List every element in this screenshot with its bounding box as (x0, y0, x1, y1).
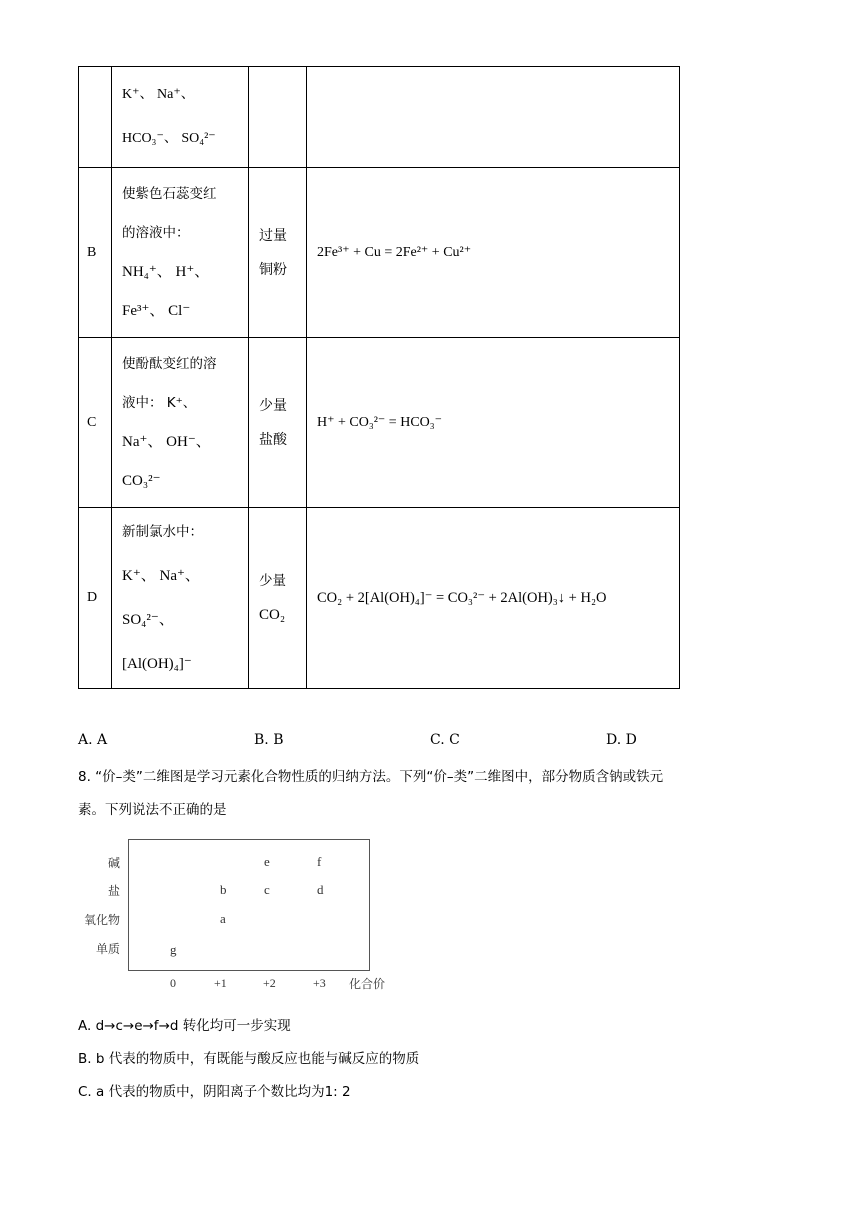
option-b: B. B (254, 732, 284, 748)
reagent-cell (249, 508, 307, 689)
row-letter: D (79, 508, 112, 689)
y-label-salt: 盐 (107, 884, 120, 898)
reagent-line: 铜粉 (259, 261, 287, 278)
condition-line: K⁺、 Na⁺、 (122, 568, 200, 584)
q7-table (78, 66, 680, 689)
row-letter (79, 67, 112, 168)
q8-option-c: C. a 代表的物质中，阴阳离子个数比均为1: 2 (78, 1084, 351, 1100)
option-d: D. D (606, 732, 637, 748)
reagent-cell (249, 168, 307, 338)
condition-line: K⁺、 Na⁺、 (122, 87, 195, 102)
option-a: A. A (78, 732, 108, 748)
reagent-cell (249, 67, 307, 168)
condition-line: HCO₃⁻、 SO₄²⁻ (122, 131, 216, 146)
condition-cell (112, 168, 249, 338)
condition-line: Fe³⁺、 Cl⁻ (122, 302, 191, 319)
q8-option-a: A. d→c→e→f→d 转化均可一步实现 (78, 1018, 291, 1034)
chart-frame (128, 839, 370, 971)
condition-cell (112, 508, 249, 689)
point-f: f (317, 854, 322, 869)
condition-cell (112, 338, 249, 508)
condition-line: 新制氯水中： (122, 524, 203, 540)
equation-cell: H⁺ + CO₃²⁻ = HCO₃⁻ (307, 338, 680, 508)
x-tick-plus2: +2 (263, 976, 276, 990)
point-a: a (220, 911, 226, 926)
reagent-line: 少量 (259, 397, 287, 414)
y-label-element: 单质 (95, 942, 120, 956)
point-c: c (264, 882, 270, 897)
reagent-line: 过量 (259, 227, 287, 244)
row-letter: C (79, 338, 112, 508)
reagent-cell (249, 338, 307, 508)
point-e: e (264, 854, 270, 869)
equation-cell: CO₂ + 2[Al(OH)₄]⁻ = CO₃²⁻ + 2Al(OH)₃↓ + H₂O (307, 508, 680, 689)
q8-stem-line2: 素。下列说法不正确的是 (78, 802, 227, 818)
reagent-line: CO₂ (259, 607, 286, 623)
x-tick-0: 0 (170, 976, 176, 990)
point-d: d (317, 882, 324, 897)
table-row (79, 168, 680, 338)
row-letter: B (79, 168, 112, 338)
x-tick-plus1: +1 (214, 976, 227, 990)
condition-line: CO₃²⁻ (122, 472, 161, 489)
table-row (79, 338, 680, 508)
table-row (79, 508, 680, 689)
equation-cell (307, 67, 680, 168)
condition-cell (112, 67, 249, 168)
reagent-line: 盐酸 (259, 431, 287, 448)
option-c: C. C (430, 732, 460, 748)
q8-stem-line1: 8. “价–类”二维图是学习元素化合物性质的归纳方法。下列“价–类”二维图中，部分物质含钠或铁元 (78, 769, 664, 785)
condition-line: SO₄²⁻、 (122, 612, 174, 628)
table-row (79, 67, 680, 168)
condition-line: 使酚酞变红的溶 (122, 355, 217, 372)
condition-line: Na⁺、 OH⁻、 (122, 433, 211, 450)
x-axis-title: 化合价 (349, 977, 386, 991)
condition-line: NH₄⁺、 H⁺、 (122, 263, 210, 280)
point-b: b (220, 882, 227, 897)
y-label-base: 碱 (107, 856, 120, 870)
condition-line: [Al(OH)₄]⁻ (122, 656, 192, 672)
point-g: g (170, 942, 177, 957)
y-label-oxide: 氧化物 (83, 913, 120, 927)
x-tick-plus3: +3 (313, 976, 326, 990)
equation-cell: 2Fe³⁺ + Cu = 2Fe²⁺ + Cu²⁺ (307, 168, 680, 338)
condition-line: 液中： K⁺、 (122, 394, 197, 411)
reagent-line: 少量 (259, 573, 286, 589)
condition-line: 的溶液中： (122, 224, 190, 241)
q8-option-b: B. b 代表的物质中，有既能与酸反应也能与碱反应的物质 (78, 1051, 420, 1067)
condition-line: 使紫色石蕊变红 (122, 185, 217, 202)
